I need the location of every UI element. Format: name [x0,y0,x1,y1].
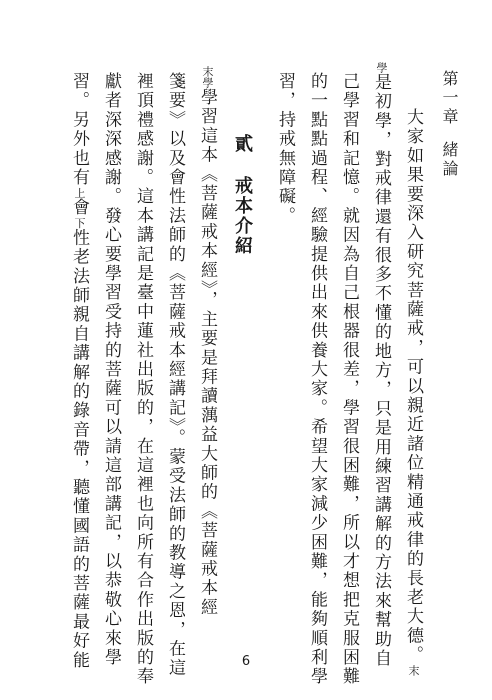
text-run: 的一點點過程、經驗提供出來供養大家。希望大家減少困難，能夠順利學 [307,72,327,687]
running-header [438,70,461,179]
text-column [368,62,394,668]
text-column [194,66,220,617]
text-column [304,72,330,686]
text-run: 習。另外也有 [69,72,89,188]
text-run: 會 [69,198,89,218]
page-number: 6 [241,654,251,669]
text-run: 性老法師親自講解的錄音帶，聽懂國語的菩薩最好能 [69,228,89,671]
text-column [66,72,92,670]
small-honorific: 末學 [201,66,214,88]
text-run: 是初學，對戒律還有很多不懂的地方，只是用練習講解的方法來幫助自 [371,73,391,669]
text-run: 箋要》以及會性法師的《菩薩戒本經講記》。蒙受法師的教導之恩，在這 [165,72,185,678]
text-column [272,72,298,226]
text-run: 習，持戒無障礙。 [275,72,295,226]
small-honorific: 學 [375,62,388,73]
section-number: 貳 [232,134,253,154]
text-column [130,72,156,686]
small-honorific: 上 [73,187,86,199]
section-heading [229,134,255,256]
text-run: 學習這本《菩薩戒本經》，主要是拜讀蕅益大師的《菩薩戒本經 [197,88,217,618]
text-column [98,72,124,667]
text-run: 己學習和記憶。就因為自己根器很差，學習很困難，所以才想把克服困難 [339,72,359,687]
small-honorific: 末 [407,664,420,676]
text-run: 獻者深深感謝。發心要學習受持的菩薩可以請這部講記，以恭敬心來學 [101,72,121,668]
text-column [336,72,362,686]
section-title: 戒本介紹 [232,176,253,256]
text-column [400,108,426,676]
text-column [162,72,188,678]
text-run: 大家如果要深入研究菩薩戒，可以親近諸位精通戒律的長老大德。 [403,108,423,665]
chapter-title: 緒論 [440,141,459,179]
small-honorific: 下 [73,217,86,229]
chapter-label: 第一章 [440,70,459,127]
text-run: 裡頂禮感謝。這本講記是臺中蓮社出版的，在這裡也向所有合作出版的奉 [133,72,153,687]
